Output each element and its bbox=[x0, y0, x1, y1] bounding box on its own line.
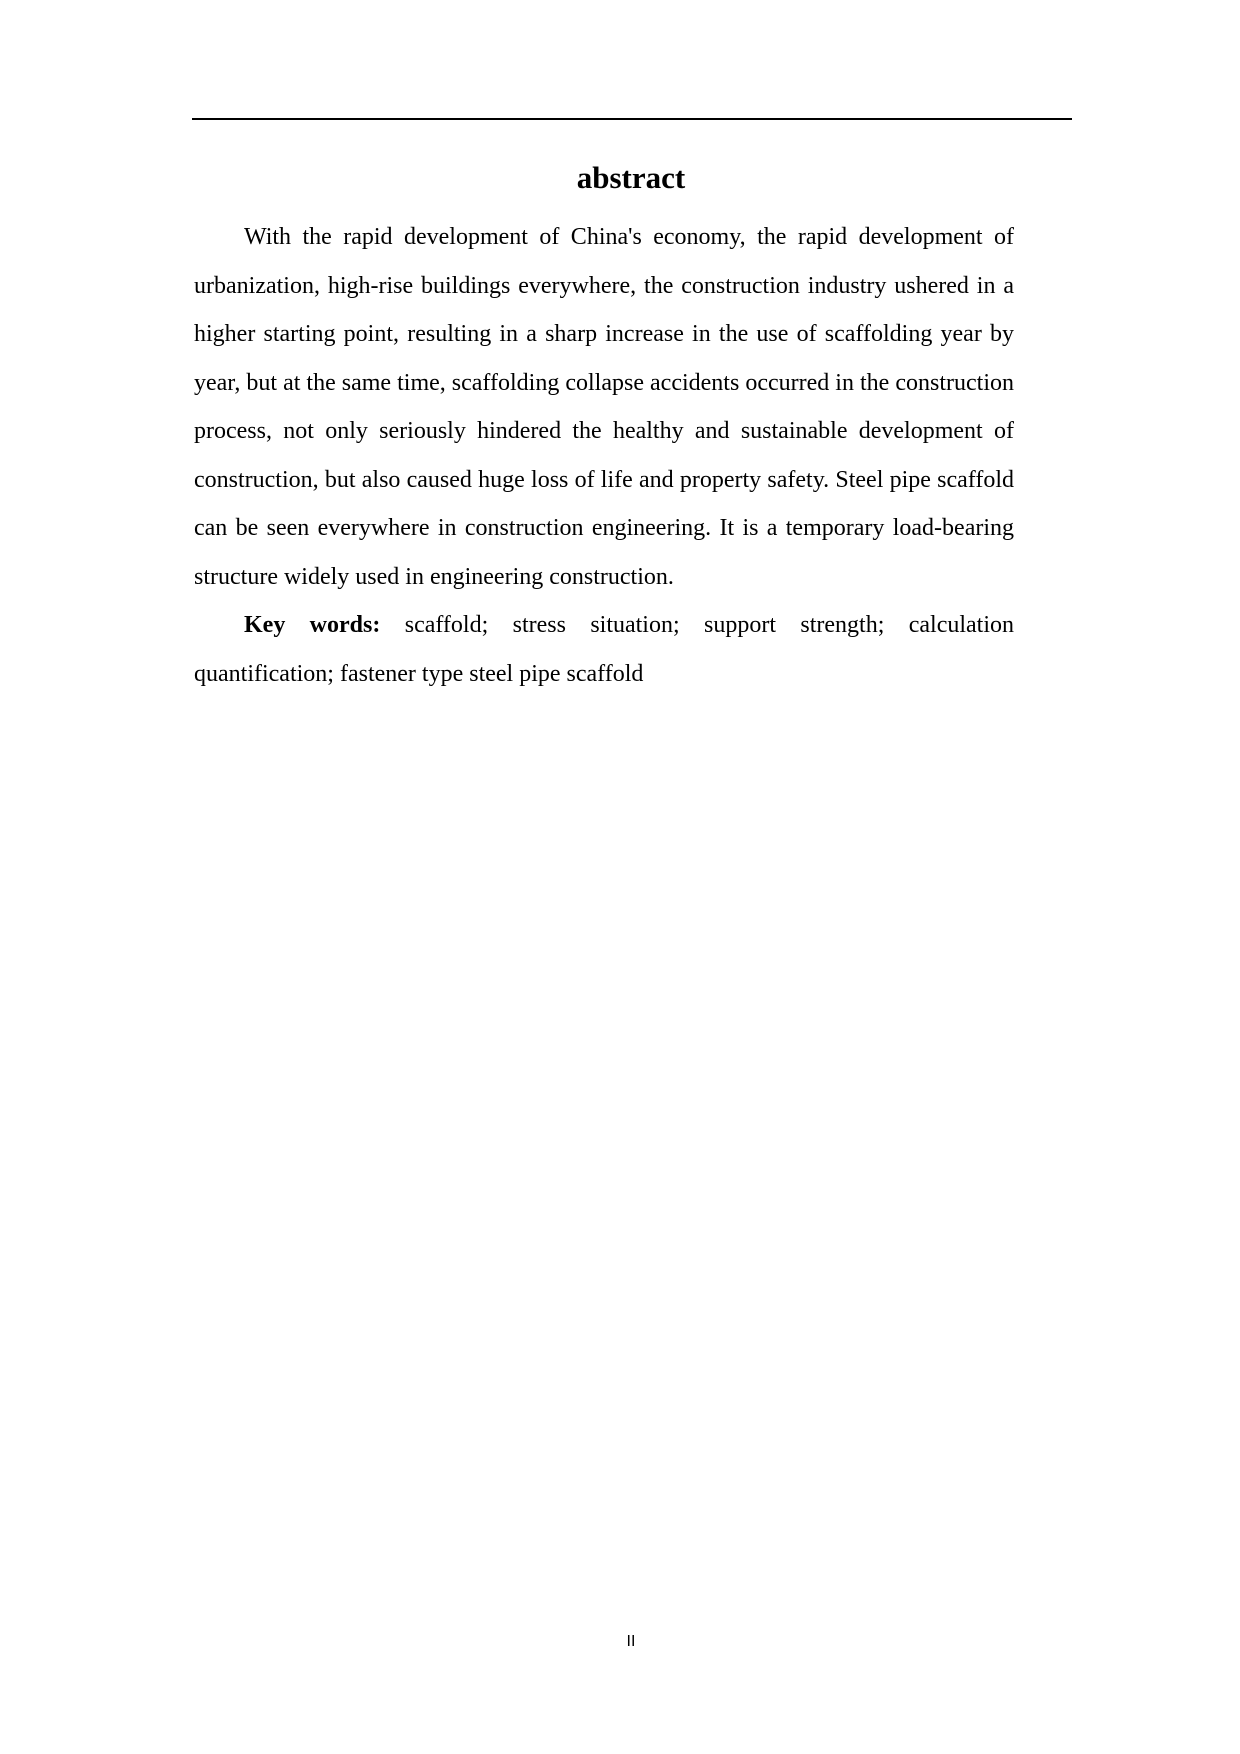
page-number: II bbox=[626, 1633, 636, 1650]
abstract-title: abstract bbox=[576, 160, 686, 195]
keywords-label: Key words: bbox=[244, 612, 381, 638]
keywords-paragraph bbox=[194, 601, 1014, 698]
keywords-list: scaffold; stress situation; support strength; calculation quantification; fastener type steel pipe scaffold bbox=[194, 612, 1015, 687]
abstract-paragraph: With the rapid development of China's economy, the rapid development of urbanization, high-rise buildings everywhere, the construction industry ushered in a higher starting point, resulting in a sharp increase in the use of scaffolding year by year, but at the same time, scaffolding collapse accidents occurred in the construction process, not only seriously hindered the healthy and sustainable development of construction, but also caused huge loss of life and property safety. Steel pipe scaffold can be seen everywhere in construction engineering. It is a temporary load-bearing structure widely used in engineering construction. bbox=[194, 224, 1014, 590]
header-rule bbox=[192, 118, 1072, 120]
